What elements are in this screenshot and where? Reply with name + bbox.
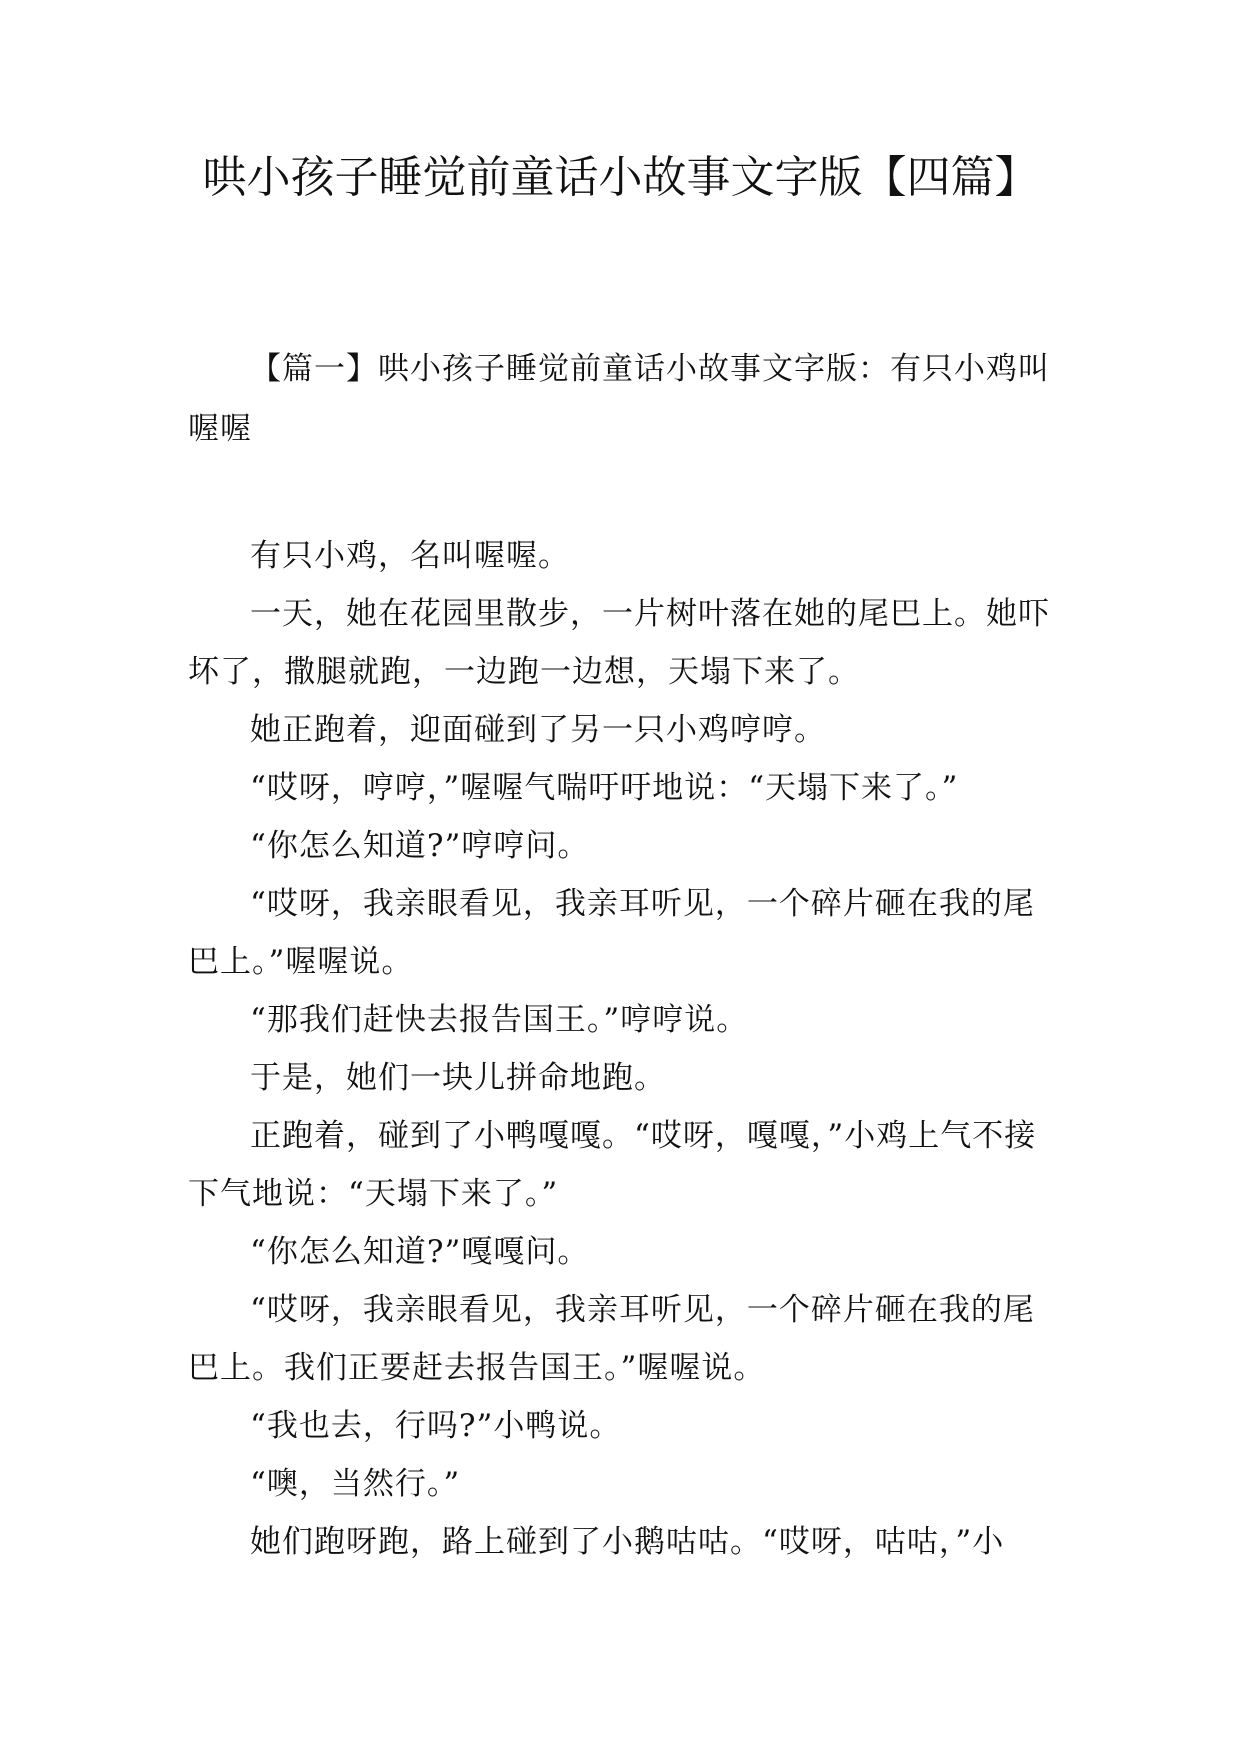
document-title: 哄小孩子睡觉前童话小故事文字版【四篇】 [202,152,1039,203]
paragraph: “哎呀，我亲眼看见，我亲耳听见，一个碎片砸在我的尾巴上。”喔喔说。 [188,886,1035,980]
document-body [188,339,1054,1571]
paragraph: “我也去，行吗?”小鸭说。 [250,1408,622,1444]
paragraph: 她正跑着，迎面碰到了另一只小鸡哼哼。 [250,712,826,748]
section-heading: 【篇一】哄小孩子睡觉前童话小故事文字版：有只小鸡叫喔喔 [188,351,1050,447]
paragraph: 有只小鸡，名叫喔喔。 [250,538,570,574]
paragraph: “噢，当然行。” [250,1466,461,1502]
paragraph: 于是，她们一块儿拼命地跑。 [250,1060,666,1096]
paragraph: 正跑着，碰到了小鸭嘎嘎。“哎呀，嘎嘎，”小鸡上气不接下气地说：“天塌下来了。” [188,1118,1037,1212]
paragraph: 她们跑呀跑，路上碰到了小鹅咕咕。“哎呀，咕咕，”小 [250,1524,1005,1560]
paragraph: “那我们赶快去报告国王。”哼哼说。 [250,1002,749,1038]
paragraph: “哎呀，哼哼，”喔喔气喘吁吁地说：“天塌下来了。” [250,770,959,806]
paragraph: 一天，她在花园里散步，一片树叶落在她的尾巴上。她吓坏了，撒腿就跑，一边跑一边想，天塌下来了。 [188,596,1050,690]
paragraph: “你怎么知道?”嘎嘎问。 [250,1234,590,1270]
paragraph: “哎呀，我亲眼看见，我亲耳听见，一个碎片砸在我的尾巴上。我们正要赶去报告国王。”喔喔说。 [188,1292,1035,1386]
paragraph: “你怎么知道?”哼哼问。 [250,828,590,864]
